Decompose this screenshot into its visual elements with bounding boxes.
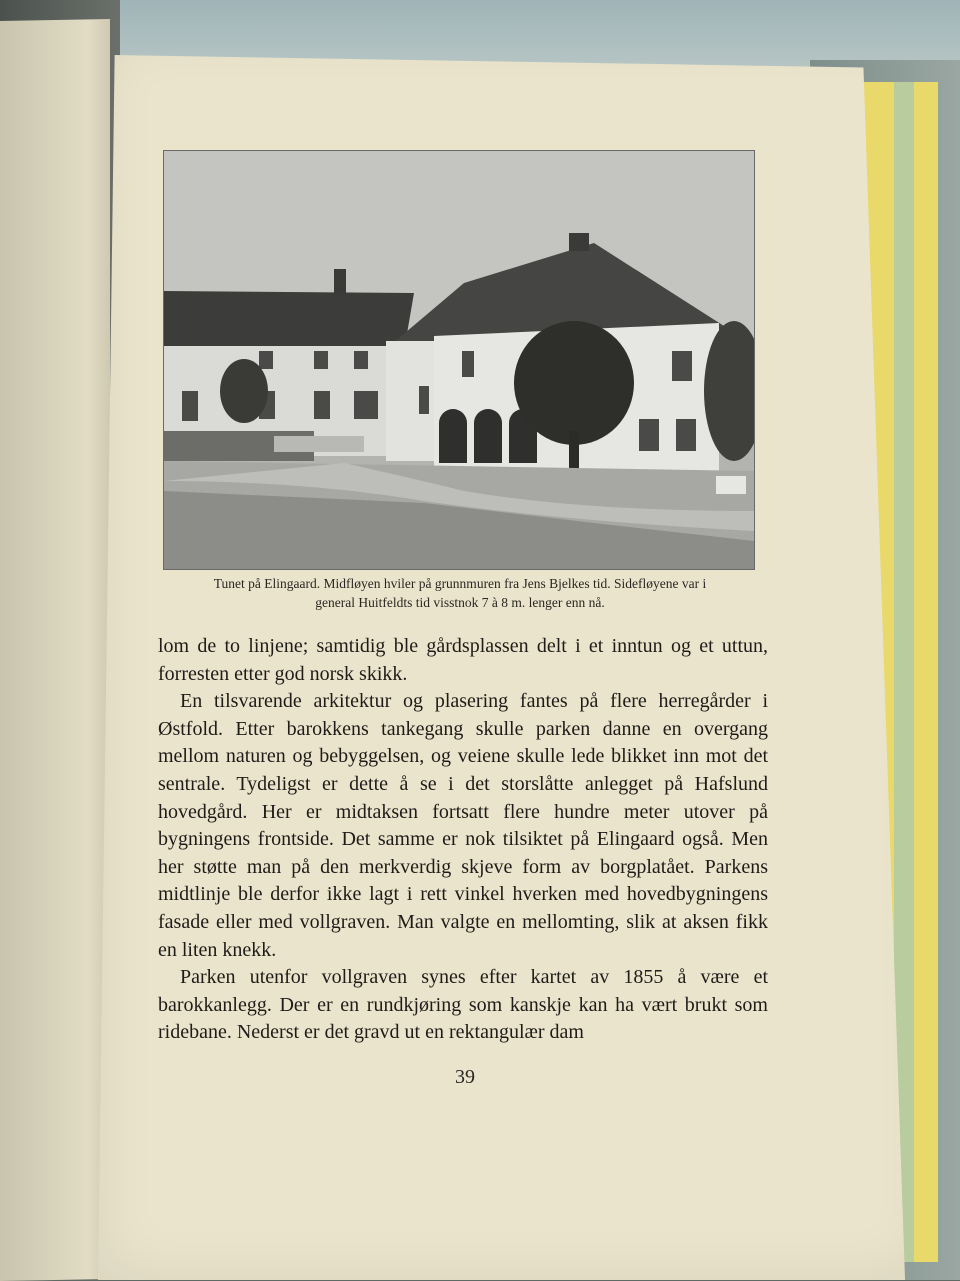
paragraph-2: En tilsvarende arkitektur og plasering fantes på flere herregårder i Østfold. Etter barokkens tankegang skulle parken danne en overgang mellom naturen og bebyggelsen, og veiene skulle lede blikket inn mot det sentrale. Tydeligst er dette å se i det storslåtte anlegget på Hafslund hovedgård. Her er midtaksen fortsatt flere hundre meter utover på bygningens frontside. Det samme er nok tilsiktet på Elingaard også. Men her støtte man på den merkverdig skjeve form av borgplatået. Parkens midtlinje ble derfor ikke lagt i rett vinkel hverken med hovedbygningens fasade eller med vollgraven. Man valgte en mellomting, slik at aksen fikk en liten knekk. [158,690,768,961]
facing-page [0,19,110,1281]
body-text [158,633,768,1047]
building-photo-drawing [164,151,754,569]
paragraph-3: Parken utenfor vollgraven synes efter kartet av 1855 å være et barokkanlegg. Der er en rundkjøring som kanskje kan ha vært brukt som ridebane. Nederst er det gravd ut en rektangulær dam [158,966,768,1044]
caption-line-1: Tunet på Elingaard. Midfløyen hviler på grunnmuren fra Jens Bjelkes tid. Sidefløyene var i [213,576,707,591]
caption-line-2: general Huitfeldts tid visstnok 7 à 8 m. lenger enn nå. [315,595,605,610]
paragraph-1: lom de to linjene; samtidig ble gårdsplassen delt i et inntun og et uttun, forresten etter god norsk skikk. [158,635,768,685]
figure-caption [150,574,770,612]
building-photo [163,150,755,570]
page-number: 39 [455,1066,475,1088]
